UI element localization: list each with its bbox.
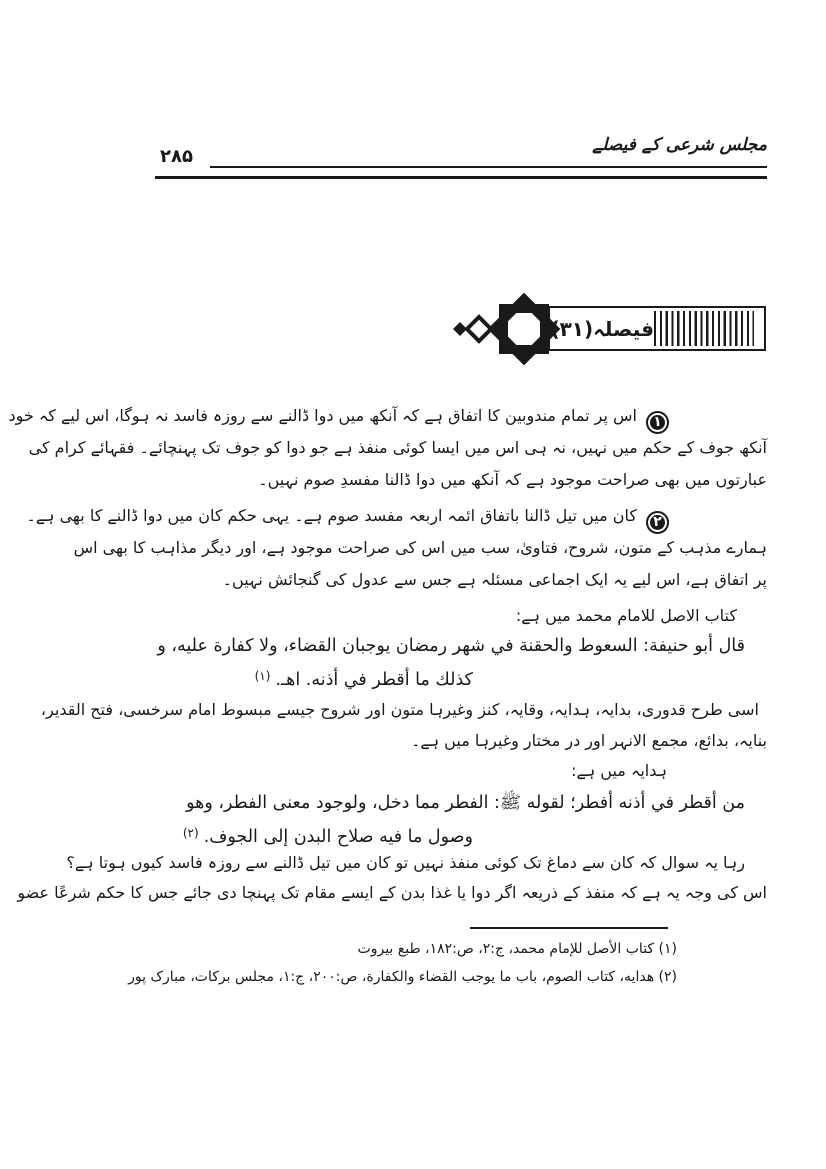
page-number: ۲۸۵ bbox=[160, 146, 193, 167]
footnote-line: (۱) كتاب الأصل للإمام محمد، ج:۲، ص:۱۸۲، طبع بيروت bbox=[357, 941, 677, 957]
paragraph-line bbox=[26, 502, 767, 534]
paragraph-line: ہمارے مذہب کے متون، شروح، فتاویٰ، سب میں اس کی صراحت موجود ہے، اور دیگر مذاہب کا بھی اس bbox=[73, 538, 767, 557]
decision-banner bbox=[548, 306, 766, 351]
paragraph-line: آنکھ جوف کے حکم میں نہیں، نہ ہی اس میں ایسا کوئی منفذ ہے جو دوا کو جوف تک پہنچائے۔ فقہائے کرام کی bbox=[28, 438, 767, 457]
paragraph-line: عبارتوں میں بھی صراحت موجود ہے کہ آنکھ میں دوا ڈالنا مفسدِ صوم نہیں۔ bbox=[258, 470, 767, 489]
arabic-quote-line: قال أبو حنيفة: السعوط والحقنة في شهر رمضان يوجبان القضاء، ولا كفارة عليه، و bbox=[157, 636, 745, 656]
paragraph-line: بنایہ، بدائع، مجمع الانہر اور در مختار وغیرہا میں ہے۔ bbox=[410, 731, 767, 750]
paragraph-line bbox=[8, 402, 767, 434]
footnote-line: (۲) هدايه، كتاب الصوم، باب ما يوجب القضاء والكفارة، ص:۲۰۰، ج:۱، مجلس برکات، مبارک پور bbox=[128, 969, 677, 985]
banner-stripes bbox=[654, 311, 754, 346]
arabic-quote-line: من أقطر في أذنه أفطر؛ لقوله ﷺ: الفطر مما دخل، ولوجود معنى الفطر، وهو bbox=[186, 793, 745, 813]
decision-banner-title: فیصلہ(۳۱) bbox=[550, 316, 654, 341]
para-number-badge: ۲ bbox=[646, 511, 669, 534]
paragraph-line: اسی طرح قدوری، بدایہ، ہدایہ، وقایہ، کنز وغیرہا متون اور شروح جیسے مبسوط امام سرخسی، فتح القدیر، bbox=[40, 700, 759, 719]
footnote-marker: (۱) bbox=[254, 669, 271, 683]
header-rule-thick bbox=[155, 176, 767, 179]
paragraph-text: اس پر تمام مندوبین کا اتفاق ہے کہ آنکھ میں دوا ڈالنے سے روزہ فاسد نہ ہوگا، اس لیے کہ خود bbox=[8, 406, 637, 425]
arabic-quote-text: كذلك ما أقطر في أذنه. اهـ. bbox=[275, 670, 473, 690]
paragraph-line: رہا یہ سوال کہ کان سے دماغ تک کوئی منفذ نہیں تو کان میں تیل ڈالنے سے روزہ فاسد کیوں ہوتا ہے؟ bbox=[66, 853, 745, 872]
para-number-badge: ۱ bbox=[646, 411, 669, 434]
arabic-quote-line bbox=[85, 819, 767, 851]
paragraph-text: کان میں تیل ڈالنا باتفاق ائمہ اربعہ مفسد صوم ہے۔ یہی حکم کان میں دوا ڈالنے کا بھی ہے۔ bbox=[26, 506, 637, 525]
paragraph-line: اس کی وجہ یہ ہے کہ منفذ کے ذریعہ اگر دوا یا غذا بدن کے ایسے مقام تک پہنچا دی جائے جس کا حکم شرعًا عضو bbox=[17, 883, 767, 902]
footnote-divider bbox=[470, 927, 668, 929]
running-title: مجلس شرعی کے فیصلے bbox=[592, 135, 767, 155]
arabic-quote-text: وصول ما فيه صلاح البدن إلى الجوف. bbox=[203, 827, 473, 847]
header-rule-thin bbox=[210, 166, 767, 168]
section-heading: کتاب الاصل للامام محمد میں ہے: bbox=[515, 606, 737, 625]
footnote-marker: (۲) bbox=[182, 826, 199, 840]
paragraph-line: پر اتفاق ہے، اس لیے یہ ایک اجماعی مسئلہ ہے جس سے عدول کی گنجائش نہیں۔ bbox=[222, 570, 767, 589]
knot-ornament-icon bbox=[450, 292, 562, 366]
section-heading: ہدایہ میں ہے: bbox=[571, 761, 667, 780]
arabic-quote-line bbox=[85, 662, 767, 694]
